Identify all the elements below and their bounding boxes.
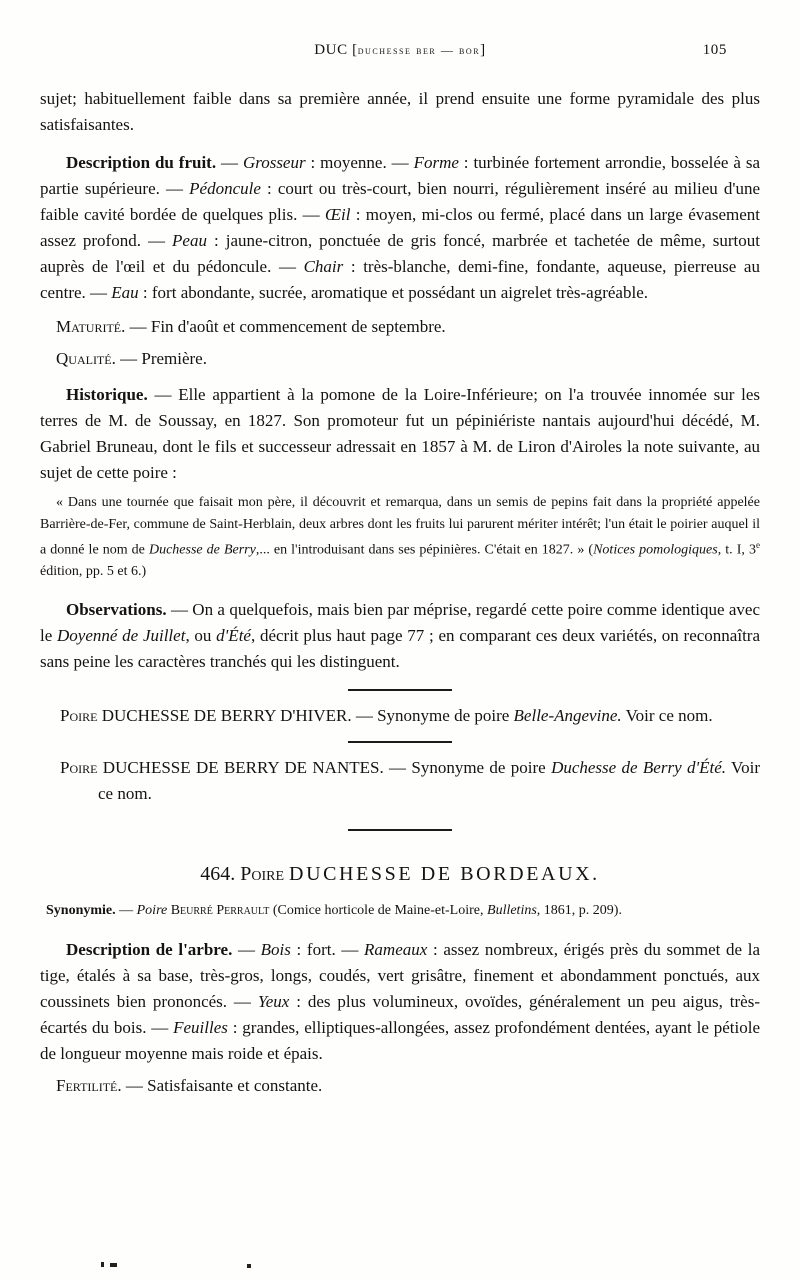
- running-title: DUC [duchesse ber — bor]: [314, 42, 486, 58]
- page-header: [40, 40, 760, 60]
- line-maturite: Maturité. — Fin d'août et commencement de septembre.: [56, 317, 446, 336]
- scan-artifact-clipped-next-line: [101, 1262, 104, 1267]
- line-synonymie: Synonymie. — Poire Beurré Perrault (Comice horticole de Maine-et-Loire, Bulletins, 1861, p. 209).: [46, 902, 622, 918]
- entry-title-464-duchesse-de-bordeaux: 464. Poire DUCHESSE DE BORDEAUX.: [200, 862, 600, 885]
- section-description-de-larbre: Description de l'arbre. — Bois : fort. — Rameaux : assez nombreux, érigés près du sommet de la tige, étalés à sa base, très-gros, longs, coudés, vert grisâtre, finement et abondamment ponctués, aux coussinets bien prononcés. — Yeux : des plus volumineux, ovoïdes, généralement un peu aigus, très-écartés du bois. — Feuilles : grandes, elliptiques-allongées, assez profondément dentées, ayant le pétiole de longueur moyenne mais roide et épais.: [40, 939, 761, 1063]
- section-divider: [348, 689, 452, 691]
- scan-artifact-clipped-next-line: [110, 1263, 117, 1267]
- blockquote-bruneau-note: « Dans une tournée que faisait mon père, il découvrit et remarqua, dans un semis de pepins fait dans la propriété appelée Barrière-de-Fer, commune de Saint-Herblain, deux arbres dont les fruits lui parurent mériter intérêt; l'un était le poirier auquel il a donné le nom de Duchesse de Berry,... en l'introduisant dans ses pépinières. C'était en 1827. » (Notices pomologiques, t. I, 3e édition, pp. 5 et 6.): [40, 495, 760, 580]
- section-historique: Historique. — Elle appartient à la pomone de la Loire-Inférieure; on l'a trouvée innomée sur les terres de M. de Soussay, en 1827. Son promoteur fut un pépiniériste nantais aujourd'hui décédé, M. Gabriel Bruneau, dont le fils et successeur adressait en 1857 à M. de Liron d'Airoles la note suivante, au sujet de cette poire :: [40, 385, 760, 482]
- scan-artifact-clipped-next-line: [247, 1264, 251, 1268]
- line-qualite: Qualité. — Première.: [56, 349, 207, 368]
- section-description-du-fruit: Description du fruit. — Grosseur : moyenne. — Forme : turbinée fortement arrondie, bosselée à sa partie supérieure. — Pédoncule : court ou très-court, bien nourri, régulièrement inséré au milieu d'une faible cavité bordée de quelques plis. — Œil : moyen, mi-clos ou fermé, placé dans un large évasement assez profond. — Peau : jaune-citron, ponctuée de gris foncé, marbrée et tachetée de même, surtout auprès de l'œil et du pédoncule. — Chair : très-blanche, demi-fine, fondante, aqueuse, pierreuse au centre. — Eau : fort abondante, sucrée, aromatique et possédant un aigrelet très-agréable.: [40, 153, 761, 302]
- page-number: 105: [702, 42, 727, 58]
- paragraph-intro-continuation: sujet; habituellement faible dans sa première année, il prend ensuite une forme pyramidale des plus satisfaisantes.: [40, 89, 760, 134]
- section-divider: [348, 741, 452, 743]
- section-observations: Observations. — On a quelquefois, mais bien par méprise, regardé cette poire comme identique avec le Doyenné de Juillet, ou d'Été, décrit plus haut page 77 ; en comparant ces deux variétés, on reconnaîtra sans peine les caractères tranchés qui les distinguent.: [40, 599, 760, 671]
- entry-duchesse-de-berry-dhiver: Poire DUCHESSE DE BERRY D'HIVER. — Synonyme de poire Belle-Angevine. Voir ce nom.: [60, 705, 713, 725]
- entry-duchesse-de-berry-de-nantes: Poire DUCHESSE DE BERRY DE NANTES. — Synonyme de poire Duchesse de Berry d'Été. Voir ce nom.: [60, 757, 760, 803]
- section-divider: [348, 829, 452, 831]
- line-fertilite: Fertilité. — Satisfaisante et constante.: [56, 1075, 323, 1095]
